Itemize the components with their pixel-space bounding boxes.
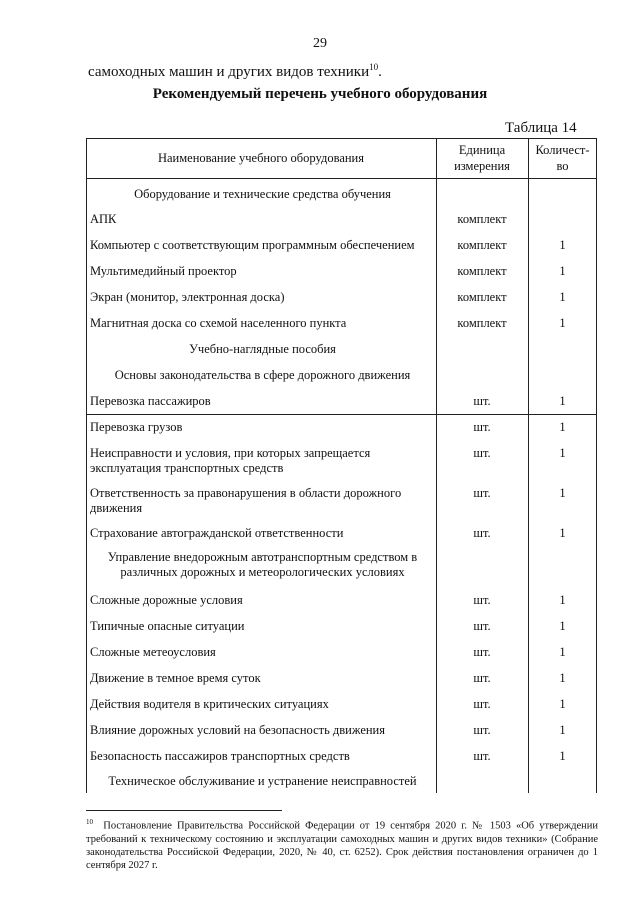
equipment-name: Типичные опасные ситуации — [90, 619, 245, 633]
header-name: Наименование учебного оборудования — [157, 151, 364, 165]
header-qty-line2: во — [556, 159, 569, 173]
equipment-name: Влияние дорожных условий на безопасность движения — [90, 723, 386, 737]
equipment-name: Экран (монитор, электронная доска) — [90, 290, 285, 304]
unit-cell: комплект — [457, 316, 507, 330]
unit-cell: шт. — [473, 619, 491, 633]
section-heading: Рекомендуемый перечень учебного оборудования — [152, 86, 488, 102]
quantity-cell: 1 — [559, 671, 566, 685]
column-divider-unit — [436, 138, 437, 793]
table-label: Таблица 14 — [505, 120, 577, 136]
unit-cell: шт. — [473, 723, 491, 737]
footnote-rule — [86, 810, 282, 811]
equipment-name: Компьютер с соответствующим программным обеспечением — [90, 238, 415, 252]
intro-trail: . — [378, 64, 382, 80]
unit-cell: шт. — [473, 671, 491, 685]
unit-cell: шт. — [473, 645, 491, 659]
page-number: 29 — [313, 36, 327, 51]
quantity-cell: 1 — [559, 394, 566, 408]
quantity-cell: 1 — [559, 645, 566, 659]
header-qty-line1: Количест- — [535, 143, 590, 157]
table-border-left — [86, 138, 87, 793]
quantity-cell: 1 — [559, 420, 566, 434]
equipment-name: Действия водителя в критических ситуациях — [90, 697, 329, 711]
unit-cell: шт. — [473, 749, 491, 763]
equipment-name: Безопасность пассажиров транспортных средств — [90, 749, 350, 763]
footnote — [86, 816, 598, 872]
unit-cell: шт. — [473, 486, 491, 500]
quantity-cell: 1 — [559, 264, 566, 278]
section-title: Техническое обслуживание и устранение неисправностей — [108, 774, 417, 788]
footnote-text: Постановление Правительства Российской Федерации от 19 сентября 2020 г. № 1503 «Об утверждении требований к техническому состоянию и эксплуатации самоходных машин и других видов техники» (Собрание законодательства Российской Федерации, 2020, № 40, ст. 6252). Срок действия постановления ограничен до 1 сентября 2027 г. — [86, 820, 599, 871]
equipment-name: АПК — [90, 212, 117, 226]
footnote-ref: 10 — [369, 62, 379, 72]
table-border-right — [596, 138, 597, 793]
quantity-cell: 1 — [559, 749, 566, 763]
header-unit-line1: Единица — [458, 143, 506, 157]
intro-line — [88, 62, 382, 81]
equipment-name: Ответственность за правонарушения в области дорожного движения — [90, 486, 402, 515]
quantity-cell: 1 — [559, 316, 566, 330]
quantity-cell: 1 — [559, 723, 566, 737]
equipment-name: Сложные метеоусловия — [90, 645, 216, 659]
quantity-cell: 1 — [559, 697, 566, 711]
unit-cell: шт. — [473, 526, 491, 540]
unit-cell: комплект — [457, 212, 507, 226]
equipment-name: Движение в темное время суток — [90, 671, 261, 685]
intro-text: самоходных машин и других видов техники — [88, 64, 370, 80]
section-title: Основы законодательства в сфере дорожного движения — [114, 368, 411, 382]
quantity-cell: 1 — [559, 290, 566, 304]
equipment-table — [86, 138, 597, 793]
quantity-cell: 1 — [559, 446, 566, 460]
header-unit-line2: измерения — [454, 159, 510, 173]
quantity-cell: 1 — [559, 593, 566, 607]
row-separator — [86, 414, 597, 415]
unit-cell: комплект — [457, 264, 507, 278]
section-title: Управление внедорожным автотранспортным средством в различных дорожных и метеорологических условиях — [107, 550, 418, 579]
quantity-cell: 1 — [559, 526, 566, 540]
section-title: Оборудование и технические средства обучения — [134, 187, 391, 201]
quantity-cell: 1 — [559, 486, 566, 500]
equipment-name: Перевозка грузов — [90, 420, 183, 434]
footnote-number: 10 — [86, 818, 93, 826]
unit-cell: комплект — [457, 290, 507, 304]
unit-cell: шт. — [473, 446, 491, 460]
equipment-name: Магнитная доска со схемой населенного пункта — [90, 316, 347, 330]
equipment-name: Неисправности и условия, при которых запрещается эксплуатация транспортных средств — [90, 446, 371, 475]
unit-cell: шт. — [473, 593, 491, 607]
header-qty — [528, 138, 597, 178]
header-bottom-rule — [86, 178, 597, 179]
column-divider-qty — [528, 138, 529, 793]
unit-cell: шт. — [473, 420, 491, 434]
equipment-name: Перевозка пассажиров — [90, 394, 211, 408]
quantity-cell: 1 — [559, 238, 566, 252]
equipment-name: Мультимедийный проектор — [90, 264, 237, 278]
header-unit — [436, 138, 528, 178]
equipment-name: Страхование автогражданской ответственности — [90, 526, 344, 540]
unit-cell: шт. — [473, 394, 491, 408]
equipment-name: Сложные дорожные условия — [90, 593, 243, 607]
unit-cell: шт. — [473, 697, 491, 711]
section-title: Учебно-наглядные пособия — [189, 342, 336, 356]
quantity-cell: 1 — [559, 619, 566, 633]
unit-cell: комплект — [457, 238, 507, 252]
